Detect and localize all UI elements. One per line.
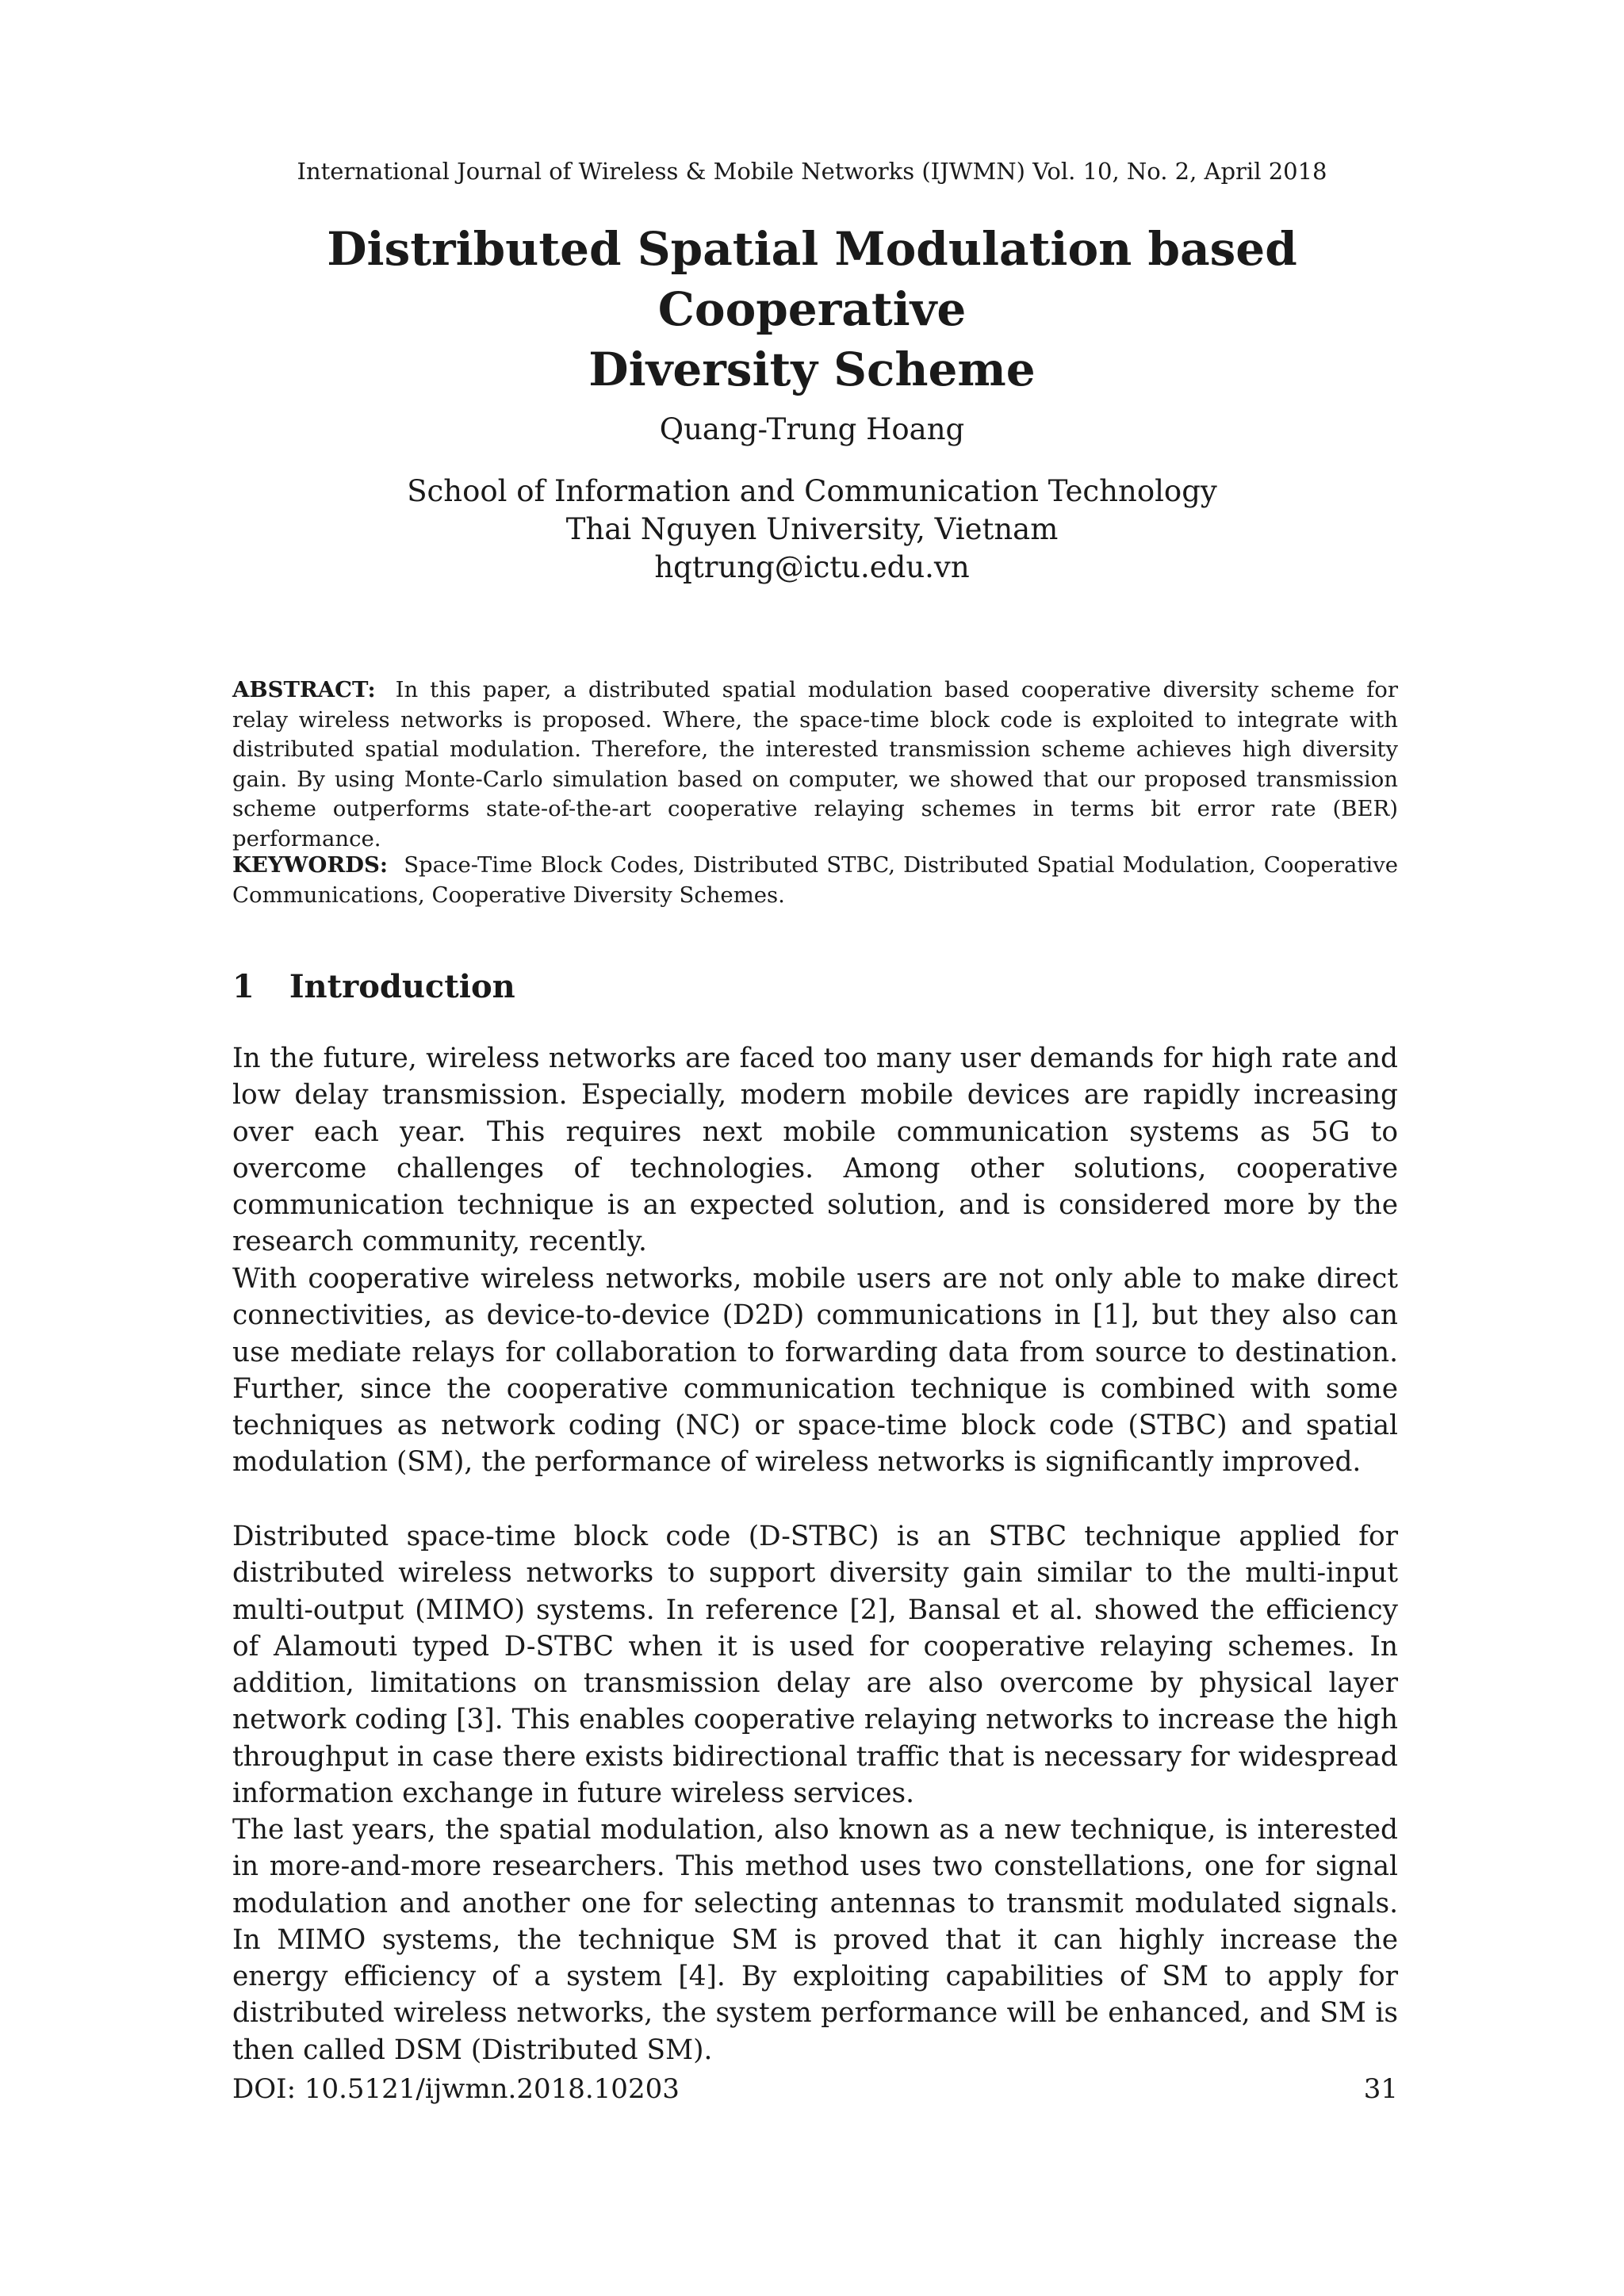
journal-header: International Journal of Wireless & Mobile Networks (IJWMN) Vol. 10, No. 2, April 2018 [297,158,1327,185]
paper-title-line-1: Distributed Spatial Modulation based Cooperative [327,222,1297,336]
keywords [232,851,1398,910]
paper-title [190,219,1434,400]
intro-paragraph-4: The last years, the spatial modulation, also known as a new technique, is interested in more-and-more researchers. This method uses two constellations, one for signal modulation and another one for selecting antennas to transmit modulated signals. In MIMO systems, the technique SM is proved that it can highly increase the energy efficiency of a system [4]. By exploiting capabilities of SM to apply for distributed wireless networks, the system performance will be enhanced, and SM is then called DSM (Distributed SM). [232,1814,1398,2066]
author-name: Quang-Trung Hoang [659,412,965,446]
section-title: Introduction [289,968,515,1005]
abstract-text: In this paper, a distributed spatial modulation based cooperative diversity scheme for relay wireless networks is proposed. Where, the space-time block code is exploited to integrate with distributed spatial modulation. Therefore, the interested transmission scheme achieves high diversity gain. By using Monte-Carlo simulation based on computer, we showed that our proposed transmission scheme outperforms state-of-the-art cooperative relaying schemes in terms bit error rate (BER) performance. [232,677,1398,851]
paper-title-line-2: Diversity Scheme [588,342,1036,396]
abstract-label: ABSTRACT: [232,677,376,702]
abstract [232,675,1398,854]
author-email: hqtrung@ictu.edu.vn [654,550,970,584]
keywords-label: KEYWORDS: [232,852,389,878]
section-number: 1 [232,968,255,1005]
section-heading-introduction [232,967,515,1007]
page-number: 31 [1363,2073,1398,2105]
author-affiliation [0,473,1624,587]
intro-paragraph-2: With cooperative wireless networks, mobile users are not only able to make direct connectivities, as device-to-device (D2D) communications in [1], but they also can use mediate relays for collaboration to forwarding data from source to destination. Further, since the cooperative communication technique is combined with some techniques as network coding (NC) or space-time block code (STBC) and spatial modulation (SM), the performance of wireless networks is significantly improved. [232,1263,1398,1479]
intro-paragraph-1: In the future, wireless networks are faced too many user demands for high rate and low delay transmission. Especially, modern mobile devices are rapidly increasing over each year. This requires next mobile communication systems as 5G to overcome challenges of technologies. Among other solutions, cooperative communication technique is an expected solution, and is considered more by the research community, recently. [232,1043,1398,1258]
intro-paragraph-3: Distributed space-time block code (D-STBC) is an STBC technique applied for distributed wireless networks to support diversity gain similar to the multi-input multi-output (MIMO) systems. In reference [2], Bansal et al. showed the efficiency of Alamouti typed D-STBC when it is used for cooperative relaying schemes. In addition, limitations on transmission delay are also overcome by physical layer network coding [3]. This enables cooperative relaying networks to increase the high throughput in case there exists bidirectional traffic that is necessary for widespread information exchange in future wireless services. [232,1521,1398,1810]
keywords-text: Space-Time Block Codes, Distributed STBC, Distributed Spatial Modulation, Cooperative Communications, Cooperative Diversity Schemes. [232,852,1399,908]
affiliation-school: School of Information and Communication Technology [407,474,1217,508]
doi-text: DOI: 10.5121/ijwmn.2018.10203 [232,2073,680,2105]
affiliation-university: Thai Nguyen University, Vietnam [565,512,1059,546]
page-footer [232,2071,1398,2107]
